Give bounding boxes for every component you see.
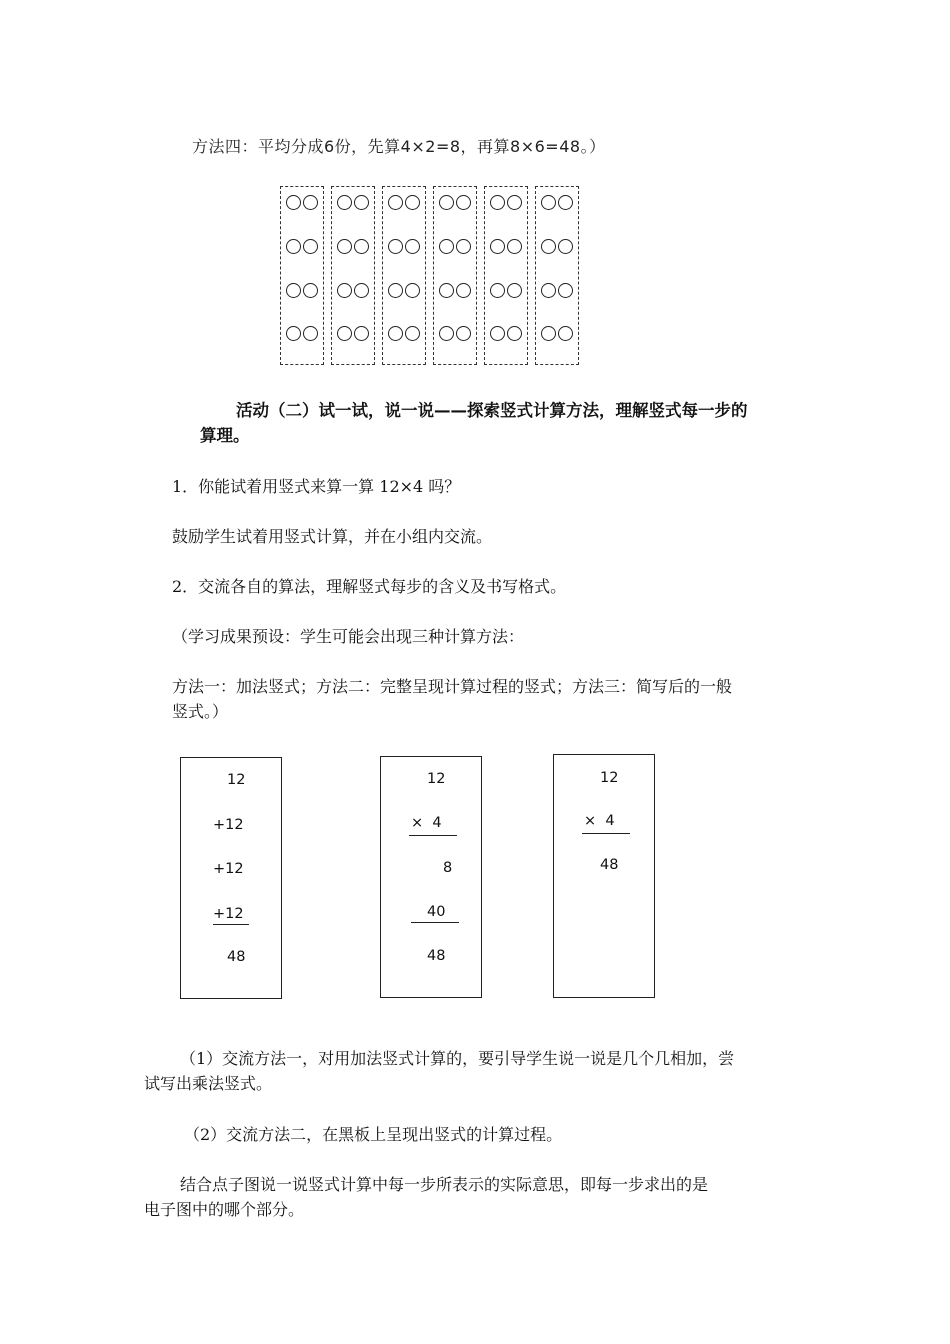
heading-line-1: 活动（二）试一试，说一说——探索竖式计算方法，理解竖式每一步的: [236, 401, 748, 420]
dot-group: [484, 186, 528, 365]
dot-circle: [354, 283, 369, 298]
dot-circle: [456, 195, 471, 210]
dot-circle: [388, 195, 403, 210]
dot-circle: [541, 283, 556, 298]
box3-result: 48: [600, 857, 619, 873]
dot-circle: [337, 283, 352, 298]
dot-circle: [507, 195, 522, 210]
dot-circle: [354, 239, 369, 254]
dot-circle: [439, 283, 454, 298]
methods-paragraph: [172, 674, 822, 724]
question-one: 1．你能试着用竖式来算一算 12×4 吗？: [172, 477, 461, 496]
dot-circle: [388, 326, 403, 341]
dot-circle: [388, 239, 403, 254]
vertical-form-box-method-2: [380, 756, 482, 998]
dot-group: [331, 186, 375, 365]
dot-circle: [303, 326, 318, 341]
dot-circle: [337, 326, 352, 341]
box2-result: 48: [427, 948, 446, 964]
dot-circle: [456, 326, 471, 341]
dot-circle: [439, 195, 454, 210]
exchange-one-line-1: （1）交流方法一，对用加法竖式计算的，要引导学生说一说是几个几相加，尝: [180, 1049, 735, 1068]
box1-line-4: +12: [213, 906, 244, 922]
box2-line-4: 40: [427, 904, 446, 920]
dot-circle: [507, 283, 522, 298]
dot-circle: [490, 283, 505, 298]
dot-circle: [337, 195, 352, 210]
dot-circle: [405, 326, 420, 341]
dot-circle: [354, 326, 369, 341]
encourage-paragraph: 鼓励学生试着用竖式计算，并在小组内交流。: [172, 527, 493, 546]
dot-circle: [303, 239, 318, 254]
dot-group: [535, 186, 579, 365]
dot-circle: [558, 239, 573, 254]
dot-grid-diagram: [280, 186, 580, 366]
dot-circle: [541, 239, 556, 254]
dot-circle: [286, 326, 301, 341]
box2-line-2: × 4: [411, 815, 442, 831]
dot-circle: [354, 195, 369, 210]
dot-circle: [541, 326, 556, 341]
box2-underline-2: [411, 922, 459, 923]
dot-circle: [558, 283, 573, 298]
box1-line-1: 12: [227, 772, 246, 788]
dot-circle: [490, 239, 505, 254]
dot-group: [382, 186, 426, 365]
dot-circle: [558, 326, 573, 341]
methods-line-2: 竖式。）: [172, 702, 229, 721]
dot-circle: [405, 195, 420, 210]
exchange-one-paragraph: [144, 1046, 814, 1096]
preset-paragraph: （学习成果预设：学生可能会出现三种计算方法：: [172, 627, 525, 646]
dot-circle: [558, 195, 573, 210]
vertical-form-box-method-1: [180, 757, 282, 999]
dot-circle: [405, 283, 420, 298]
combine-line-1: 结合点子图说一说竖式计算中每一步所表示的实际意思，即每一步求出的是: [180, 1175, 709, 1194]
dot-circle: [303, 283, 318, 298]
box1-underline: [213, 924, 249, 925]
vertical-form-box-method-3: [553, 754, 655, 998]
dot-group: [280, 186, 324, 365]
box1-line-3: +12: [213, 861, 244, 877]
method-four-text: 方法四：平均分成6份，先算4×2=8，再算8×6=48。）: [192, 137, 606, 156]
exchange-one-line-2: 试写出乘法竖式。: [144, 1074, 273, 1093]
dot-circle: [303, 195, 318, 210]
dot-circle: [490, 326, 505, 341]
dot-circle: [456, 239, 471, 254]
box1-result: 48: [227, 949, 246, 965]
dot-circle: [286, 195, 301, 210]
dot-circle: [388, 283, 403, 298]
box3-line-2: × 4: [584, 813, 615, 829]
box1-line-2: +12: [213, 817, 244, 833]
exchange-two-paragraph: （2）交流方法二，在黑板上呈现出竖式的计算过程。: [184, 1125, 563, 1144]
dot-circle: [541, 195, 556, 210]
box2-underline-1: [409, 835, 457, 836]
methods-line-1: 方法一：加法竖式；方法二：完整呈现计算过程的竖式；方法三：简写后的一般: [172, 677, 733, 696]
activity-two-heading: [200, 398, 820, 448]
combine-paragraph: [144, 1172, 814, 1222]
combine-line-2: 电子图中的哪个部分。: [144, 1200, 305, 1219]
dot-circle: [337, 239, 352, 254]
dot-circle: [456, 283, 471, 298]
dot-circle: [507, 239, 522, 254]
dot-circle: [439, 326, 454, 341]
dot-circle: [439, 239, 454, 254]
dot-group: [433, 186, 477, 365]
box3-underline: [582, 833, 630, 834]
dot-circle: [490, 195, 505, 210]
question-two: 2．交流各自的算法，理解竖式每步的含义及书写格式。: [172, 577, 567, 596]
dot-circle: [405, 239, 420, 254]
box2-line-1: 12: [427, 771, 446, 787]
box2-line-3: 8: [443, 860, 453, 876]
box3-line-1: 12: [600, 770, 619, 786]
dot-circle: [286, 283, 301, 298]
dot-circle: [507, 326, 522, 341]
dot-circle: [286, 239, 301, 254]
heading-line-2: 算理。: [200, 426, 250, 445]
